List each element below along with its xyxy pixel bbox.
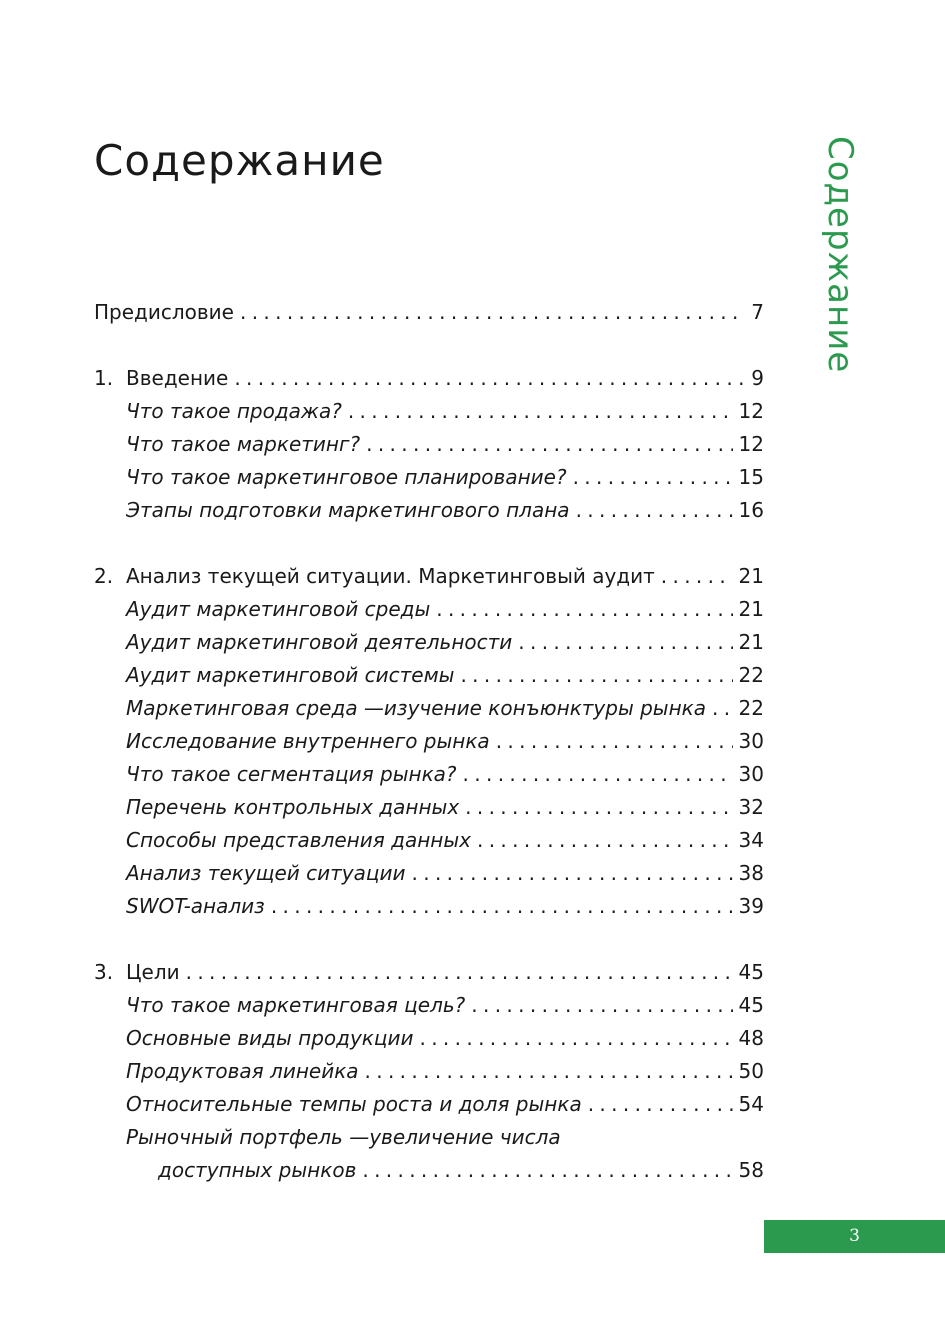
toc-entry-page: 58: [738, 1158, 764, 1182]
toc-subentry[interactable]: [94, 725, 764, 758]
toc-entry-label: SWOT-анализ: [126, 894, 265, 918]
toc-entry-label: Что такое маркетинговое планирование?: [126, 465, 567, 489]
dot-leader: [365, 1055, 733, 1088]
toc-entry-page: 21: [738, 630, 764, 654]
toc-subentry[interactable]: [94, 461, 764, 494]
toc-entry-label: Предисловие: [94, 300, 234, 324]
toc-entry-page: 45: [738, 960, 764, 984]
toc-subentry[interactable]: [94, 1022, 764, 1055]
toc-entry-label: Цели: [126, 960, 180, 984]
dot-leader: [518, 626, 732, 659]
dot-leader: [496, 725, 733, 758]
toc-subentry[interactable]: [94, 791, 764, 824]
toc-entry-label: Продуктовая линейка: [126, 1059, 359, 1083]
toc-entry-label: Аудит маркетинговой системы: [126, 663, 455, 687]
dot-leader: [463, 758, 733, 791]
dot-leader: [471, 989, 732, 1022]
toc-entry-label: Этапы подготовки маркетингового плана: [126, 498, 570, 522]
dot-leader: [271, 890, 733, 923]
toc-entry-label: Аудит маркетинговой деятельности: [126, 630, 513, 654]
dot-leader: [362, 1154, 732, 1187]
toc-entry-label: Маркетинговая среда —изучение конъюнктуры рынка: [126, 696, 706, 720]
toc-entry-page: 30: [738, 762, 764, 786]
dot-leader: [460, 659, 732, 692]
toc-entry-label: доступных рынков: [158, 1158, 357, 1182]
toc-chapter[interactable]: [94, 560, 764, 593]
dot-leader: [366, 428, 732, 461]
toc-entry-label: Основные виды продукции: [126, 1026, 414, 1050]
toc-entry-label: Исследование внутреннего рынка: [126, 729, 490, 753]
toc-entry-label: Анализ текущей ситуации. Маркетинговый аудит: [126, 564, 655, 588]
toc-entry-page: 48: [738, 1026, 764, 1050]
toc-entry-label: Что такое маркетинговая цель?: [126, 993, 466, 1017]
table-of-contents: [94, 296, 764, 1187]
dot-leader: [712, 692, 733, 725]
toc-subentry[interactable]: [94, 857, 764, 890]
toc-subentry[interactable]: [94, 890, 764, 923]
toc-entry-label: Что такое сегментация рынка?: [126, 762, 457, 786]
chapter-number: 1.: [94, 366, 114, 390]
dot-leader: [186, 956, 733, 989]
toc-entry-label: Относительные темпы роста и доля рынка: [126, 1092, 582, 1116]
toc-entry-page: 22: [738, 663, 764, 687]
toc-entry-page: 38: [738, 861, 764, 885]
dot-leader: [412, 857, 733, 890]
toc-entry-page: 12: [738, 432, 764, 456]
toc-subentry[interactable]: [94, 1121, 764, 1154]
toc-subentry[interactable]: [94, 1088, 764, 1121]
toc-entry-label: Введение: [126, 366, 229, 390]
toc-entry-page: 30: [738, 729, 764, 753]
toc-entry-page: 54: [738, 1092, 764, 1116]
toc-subentry[interactable]: [94, 824, 764, 857]
toc-entry-label: Перечень контрольных данных: [126, 795, 460, 819]
toc-chapter[interactable]: [94, 956, 764, 989]
toc-entry-label: Анализ текущей ситуации: [126, 861, 406, 885]
dot-leader: [588, 1088, 733, 1121]
toc-entry-label: Аудит маркетинговой среды: [126, 597, 431, 621]
toc-entry[interactable]: [94, 296, 764, 329]
toc-subentry[interactable]: [94, 692, 764, 725]
toc-subentry[interactable]: [94, 593, 764, 626]
chapter-number: 3.: [94, 960, 114, 984]
toc-subentry-continuation[interactable]: [94, 1154, 764, 1187]
dot-leader: [477, 824, 733, 857]
page-title: Содержание: [94, 136, 385, 185]
toc-entry-page: 22: [738, 696, 764, 720]
toc-entry-label: Что такое маркетинг?: [126, 432, 361, 456]
toc-subentry[interactable]: [94, 428, 764, 461]
toc-subentry[interactable]: [94, 1055, 764, 1088]
dot-leader: [234, 362, 744, 395]
toc-subentry[interactable]: [94, 989, 764, 1022]
toc-entry-page: 32: [738, 795, 764, 819]
toc-subentry[interactable]: [94, 395, 764, 428]
toc-subentry[interactable]: [94, 758, 764, 791]
toc-entry-page: 21: [738, 564, 764, 588]
toc-entry-page: 15: [738, 465, 764, 489]
toc-chapter[interactable]: [94, 362, 764, 395]
toc-entry-page: 9: [751, 366, 764, 390]
toc-entry-page: 39: [738, 894, 764, 918]
dot-leader: [348, 395, 733, 428]
side-section-title: Содержание: [820, 136, 860, 374]
toc-subentry[interactable]: [94, 626, 764, 659]
toc-entry-page: 21: [738, 597, 764, 621]
toc-entry-label: Способы представления данных: [126, 828, 471, 852]
toc-subentry[interactable]: [94, 494, 764, 527]
dot-leader: [436, 593, 732, 626]
toc-entry-label: Что такое продажа?: [126, 399, 342, 423]
toc-entry-page: 7: [751, 300, 764, 324]
dot-leader: [576, 494, 733, 527]
page-number-badge: 3: [764, 1220, 945, 1253]
dot-leader: [573, 461, 733, 494]
dot-leader: [240, 296, 744, 329]
toc-entry-page: 50: [738, 1059, 764, 1083]
toc-entry-page: 16: [738, 498, 764, 522]
toc-entry-page: 12: [738, 399, 764, 423]
dot-leader: [420, 1022, 733, 1055]
dot-leader: [465, 791, 732, 824]
toc-entry-page: 34: [738, 828, 764, 852]
chapter-number: 2.: [94, 564, 114, 588]
dot-leader: [661, 560, 733, 593]
toc-entry-label: Рыночный портфель —увеличение числа: [126, 1125, 561, 1149]
toc-entry-page: 45: [738, 993, 764, 1017]
toc-subentry[interactable]: [94, 659, 764, 692]
